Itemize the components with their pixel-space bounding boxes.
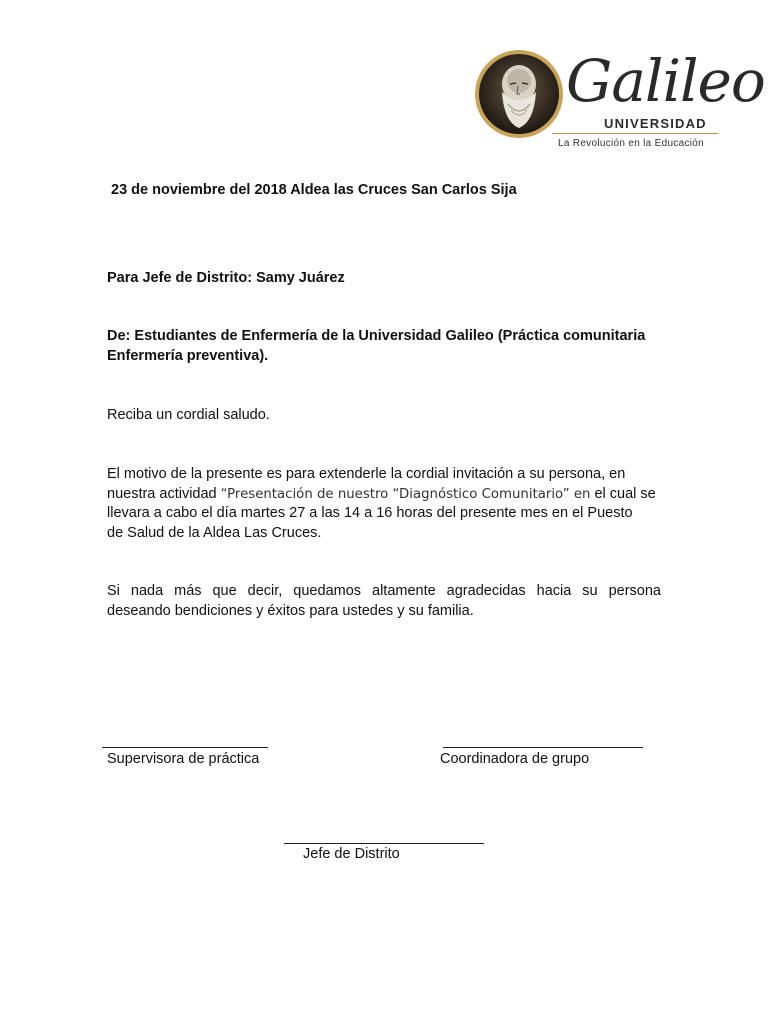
date-line: 23 de noviembre del 2018 Aldea las Cruces San Carlos Sija xyxy=(111,182,517,198)
logo-university: UNIVERSIDAD xyxy=(604,116,707,131)
closing-line-2: deseando bendiciones y éxitos para ustedes y su familia. xyxy=(107,603,474,619)
galileo-portrait-icon xyxy=(474,48,564,140)
logo-wordmark: Galileo xyxy=(566,47,765,115)
coordinator-label: Coordinadora de grupo xyxy=(440,751,590,767)
body-line-2-end: el cual se xyxy=(590,486,656,502)
body-line-3: llevara a cabo el día martes 27 a las 14 a 16 horas del presente mes en el Puesto xyxy=(107,505,633,521)
body-line-4: de Salud de la Aldea Las Cruces. xyxy=(107,525,322,541)
district-chief-signature-line xyxy=(284,843,484,844)
to-line: Para Jefe de Distrito: Samy Juárez xyxy=(107,270,345,286)
galileo-logo xyxy=(474,47,765,156)
supervisor-signature-line xyxy=(102,747,268,748)
logo-divider xyxy=(552,133,718,134)
supervisor-label: Supervisora de práctica xyxy=(107,751,260,767)
activity-name: “Presentación de nuestro “Diagnóstico Comunitario” en xyxy=(220,487,591,502)
logo-tagline: La Revolución en la Educación xyxy=(558,138,705,149)
body-line-2-start: nuestra actividad xyxy=(107,486,221,502)
coordinator-signature-line xyxy=(443,747,643,748)
district-chief-label: Jefe de Distrito xyxy=(303,846,400,862)
body-line-1: El motivo de la presente es para extenderle la cordial invitación a su persona, en xyxy=(107,466,626,482)
greeting: Reciba un cordial saludo. xyxy=(107,407,270,423)
closing-line-1: Si nada más que decir, quedamos altamente agradecidas hacia su persona xyxy=(107,583,661,599)
body-line-2 xyxy=(107,485,661,505)
from-line-2: Enfermería preventiva). xyxy=(107,348,269,364)
from-line-1: De: Estudiantes de Enfermería de la Universidad Galileo (Práctica comunitaria xyxy=(107,328,646,344)
